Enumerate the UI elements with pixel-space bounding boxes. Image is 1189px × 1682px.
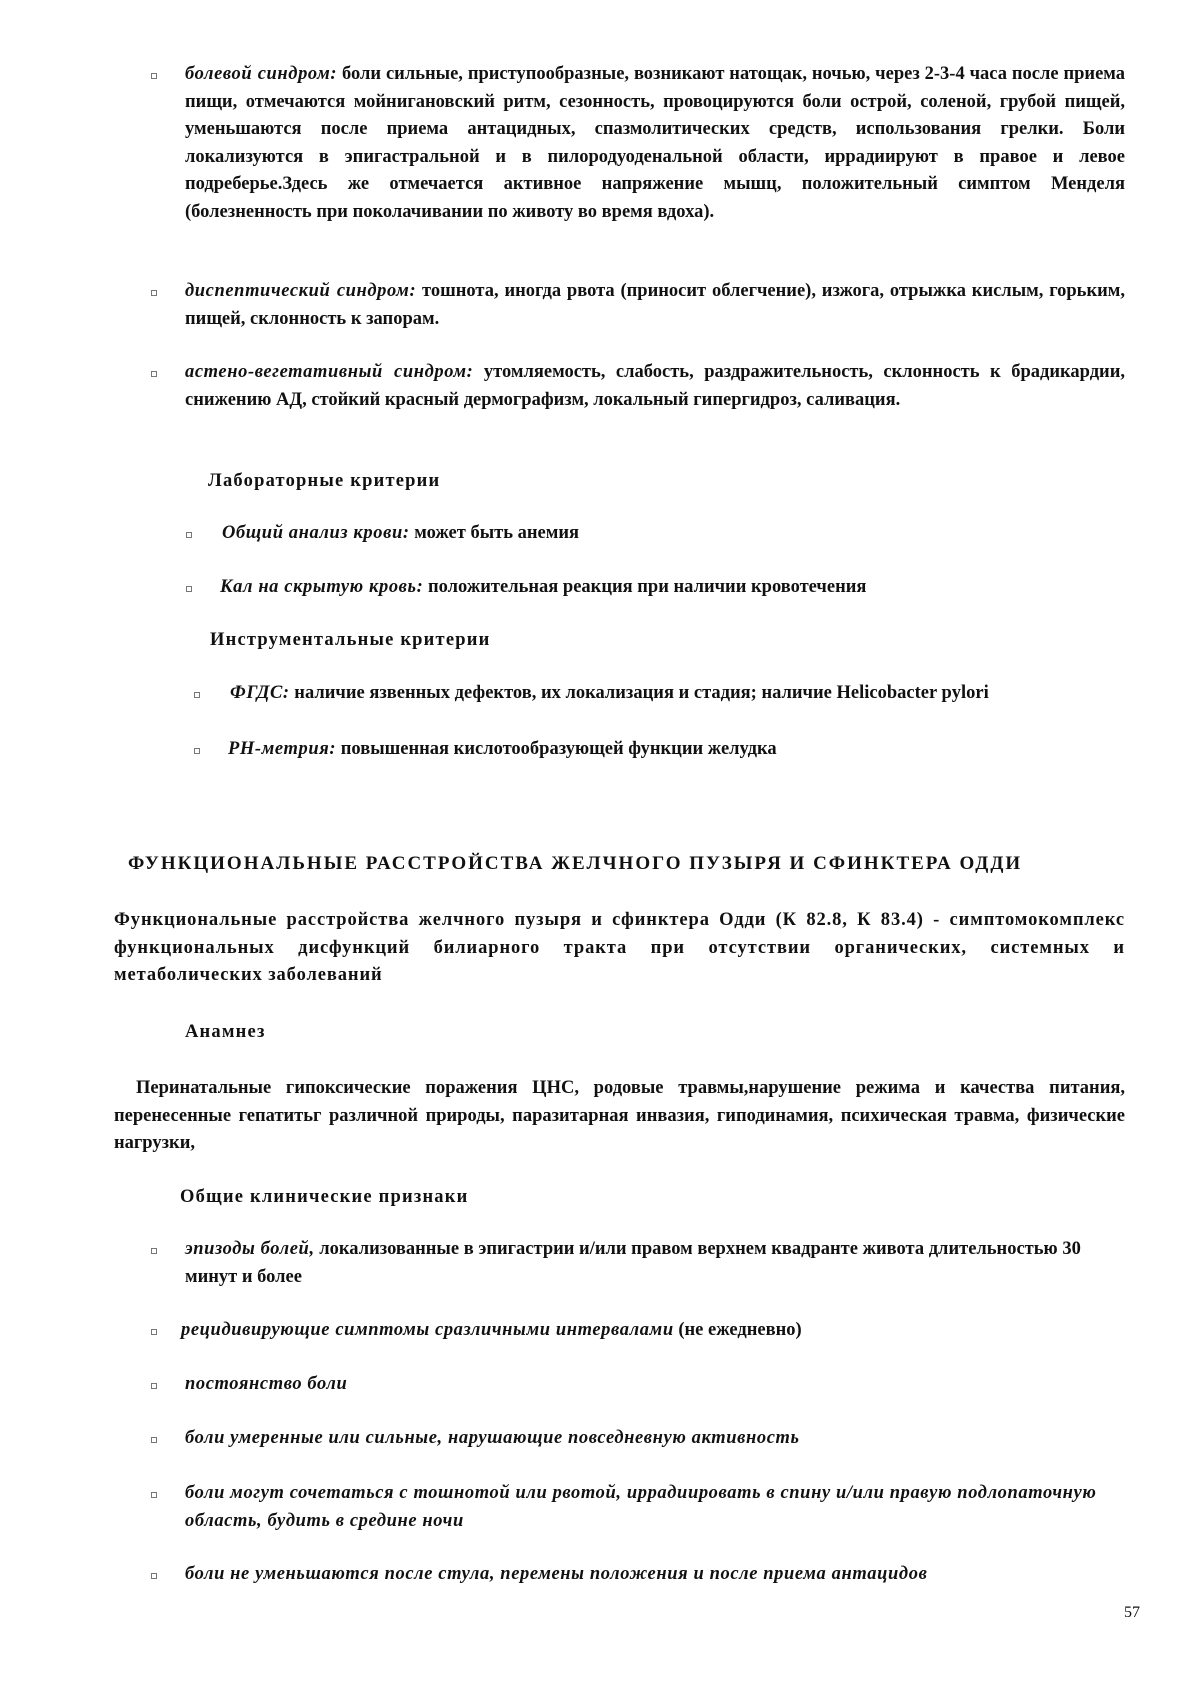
- clinical-item: [185, 1371, 1115, 1399]
- clinical-item: [185, 1480, 1125, 1535]
- bullet-icon: [151, 371, 157, 377]
- clinical-item: [181, 1317, 1111, 1345]
- bullet-icon: [151, 290, 157, 296]
- clinical-lead: постоянство боли: [185, 1374, 348, 1394]
- clinical-heading: Общие клинические признаки: [180, 1187, 469, 1207]
- symptom-text: боли сильные, приступообразные, возникают натощак, ночью, через 2-3-4 часа после приема пищи, отмечаются мойнигановский ритм, сезонность, провоцируются боли острой, соленой, грубой пищей, уменьшаются после приема антацидных, спазмолитических средств, использования грелки. Боли локализуются в эпигастральной и в пилородуоденальной области, иррадиируют в правое и левое подреберье.Здесь же отмечается активное напряжение мышц, положительный симптом Менделя (болезненность при поколачивании по животу во время вдоха).: [185, 64, 1126, 222]
- clinical-lead: эпизоды болей,: [185, 1239, 315, 1259]
- lab-text: положительная реакция при наличии кровотечения: [428, 577, 867, 597]
- section-title: ФУНКЦИОНАЛЬНЫЕ РАССТРОЙСТВА ЖЕЛЧНОГО ПУЗЫРЯ И СФИНКТЕРА ОДДИ: [128, 853, 1023, 874]
- lab-text: может быть анемия: [414, 523, 580, 543]
- instr-text: повышенная кислотообразующей функции желудка: [340, 739, 777, 759]
- symptom-item: [185, 359, 1125, 414]
- definition-paragraph: Функциональные расстройства желчного пузыря и сфинктера Одди (К 82.8, К 83.4) - симптомокомплекс функциональных дисфункций билиарного тракта при отсутствии органических, системных и метаболических заболеваний: [114, 910, 1125, 985]
- symptom-lead: болевой синдром:: [185, 64, 338, 84]
- clinical-lead: боли могут сочетаться с тошнотой или рвотой, иррадиировать в спину и/или правую подлопаточную область, будить в средине ночи: [185, 1483, 1097, 1531]
- anamnesis-heading: Анамнез: [185, 1022, 266, 1042]
- lab-lead: Общий анализ крови:: [222, 523, 410, 543]
- bullet-icon: [151, 1492, 157, 1498]
- instr-heading: Инструментальные критерии: [210, 630, 491, 650]
- instr-text: наличие язвенных дефектов, их локализация и стадия; наличие Helicobacter pylori: [294, 683, 989, 703]
- symptom-item: [185, 61, 1125, 226]
- bullet-icon: [151, 1329, 157, 1335]
- clinical-item: [185, 1561, 1125, 1589]
- bullet-icon: [151, 1573, 157, 1579]
- bullet-icon: [186, 586, 192, 592]
- symptom-text: тошнота, иногда рвота (приносит облегчение), изжога, отрыжка кислым, горьким, пищей, склонность к запорам.: [185, 281, 1125, 329]
- symptom-text: утомляемость, слабость, раздражительность, склонность к брадикардии, снижению АД, стойкий красный дермографизм, локальный гипергидроз, саливация.: [185, 362, 1125, 410]
- bullet-icon: [151, 1248, 157, 1254]
- lab-item: [222, 520, 1122, 548]
- clinical-text: (не ежедневно): [678, 1320, 802, 1340]
- bullet-icon: [194, 692, 200, 698]
- clinical-lead: боли не уменьшаются после стула, перемены положения и после приема антацидов: [185, 1564, 928, 1584]
- clinical-item: [185, 1236, 1085, 1291]
- clinical-lead: рецидивирующие симптомы сразличными интервалами: [181, 1320, 674, 1340]
- anamnesis-paragraph: Перинатальные гипоксические поражения ЦНС, родовые травмы,нарушение режима и качества питания, перенесенные гепатитьг различной природы, паразитарная инвазия, гиподинамия, психическая травма, физические нагрузки,: [114, 1078, 1125, 1153]
- instr-lead: ФГДС:: [230, 683, 290, 703]
- bullet-icon: [151, 1383, 157, 1389]
- clinical-item: [185, 1425, 1115, 1453]
- bullet-icon: [186, 532, 192, 538]
- bullet-icon: [151, 1437, 157, 1443]
- clinical-text: локализованные в эпигастрии и/или правом верхнем квадранте живота длительностью 30 минут и более: [185, 1239, 1081, 1287]
- symptom-lead: диспептический синдром:: [185, 281, 417, 301]
- bullet-icon: [194, 748, 200, 754]
- symptom-item: [185, 278, 1125, 333]
- instr-lead: PH-метрия:: [228, 739, 337, 759]
- page-number: 57: [1124, 1604, 1140, 1621]
- clinical-lead: боли умеренные или сильные, нарушающие повседневную активность: [185, 1428, 800, 1448]
- lab-item: [220, 574, 1120, 602]
- instr-item: [228, 736, 1108, 764]
- lab-heading: Лабораторные критерии: [208, 471, 441, 491]
- lab-lead: Кал на скрытую кровь:: [220, 577, 424, 597]
- symptom-lead: астено-вегетативный синдром:: [185, 362, 474, 382]
- instr-item: [230, 680, 1110, 708]
- bullet-icon: [151, 73, 157, 79]
